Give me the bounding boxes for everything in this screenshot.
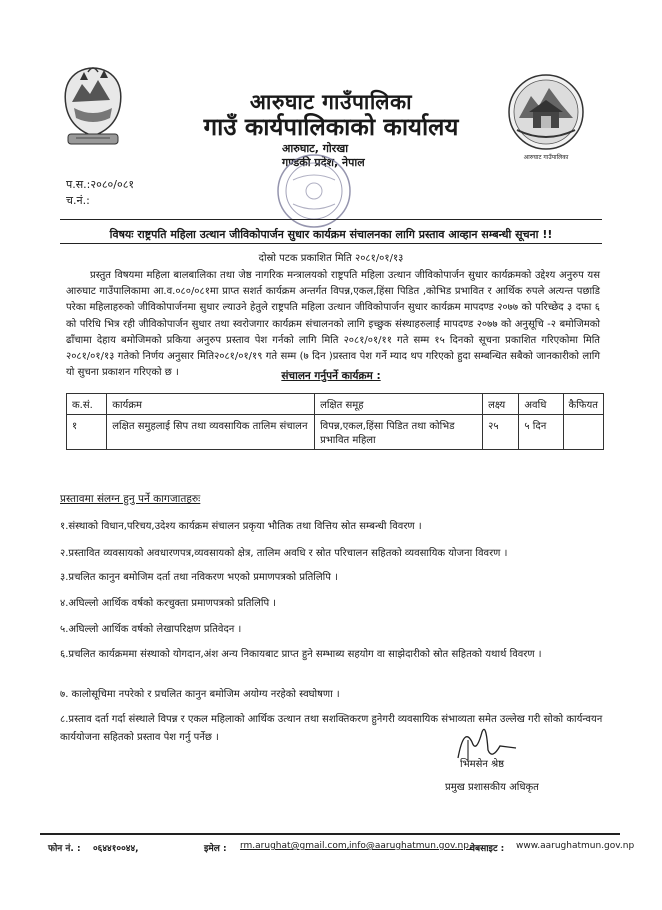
documents-title: प्रस्तावमा संलग्न हुनु पर्ने कागजातहरुः [60,493,201,505]
column-header: अवधि [519,394,563,415]
list-item: ३.प्रचलित कानुन बमोजिम दर्ता तथा नविकरण भएको प्रमाणपत्रको प्रतिलिपि । [60,572,338,583]
list-item: ६.प्रचलित कार्यक्रममा संस्थाको योगदान,अंश अन्य निकायबाट प्राप्त हुने सम्भाब्य सहयोग वा साझेदारीको स्रोत सहितको यथार्थ विवरण । [60,649,542,660]
column-header: क.सं. [67,394,107,415]
notice-subject: विषयः राष्ट्रपति महिला उत्थान जीविकोपार्जन सुधार कार्यक्रम संचालनका लागि प्रस्ताव आव्हान सम्बन्धी सूचना !! [109,228,553,241]
column-header: कार्यक्रम [107,394,315,415]
list-item: ४.अघिल्लो आर्थिक वर्षको करचुक्ता प्रमाणपत्रको प्रतिलिपि । [60,598,277,609]
office-subtitle: गाउँ कार्यपालिकाको कार्यालय [203,113,459,141]
table-cell: २५ [483,415,519,450]
website-label: वेबसाइट : [470,844,505,854]
table-header-row [67,394,604,415]
notice-body: प्रस्तुत विषयमा महिला बालबालिका तथा जेष्ठ नागरिक मन्त्रालयको राष्ट्रपति महिला उत्थान जीविकोपार्जन सुधार कार्यक्रमको उद्देश्य अनुरुप यस आरुघाट गाउँपालिकामा आ.व.०८०/०८१मा प्राप्त सशर्त कार्यक्रम अन्तर्गत विपन्न,एकल,हिंसा पिडित ,कोभिड प्रभावित र आर्थिक रुपले अत्यन्त पछाडि परेका महिलाहरुको जीविकोपार्जनमा सुधार ल्याउने हेतुले राष्ट्रपति महिला उत्थान जीविकोपार्जन सुधार कार्यक्रम मापदण्ड २०७७ को परिच्छेद ३ दफा ६ को परिधि भित्र रही जीविकोपार्जन सुधार तथा स्वरोजगार कार्यक्रम संचालनको लागि इच्छुक संस्थाहरुलाई मापदण्ड २०७७ को अनुसूचि -२ बमोजिमको ढाँचामा देहाय बमोजिमको प्रकिया अनुरुप प्रस्ताव पेश गर्नको लागि मिति २०८१/०१/११ गते सम्म १५ दिनको सूचना प्रकाशित गरिएकोमा मिति २०८१/०१/१३ गतेको निर्णय अनुसार मिति२०८१/०१/१९ गते सम्म (७ दिन )प्रस्ताव पेश गर्ने म्याद थप गरिएको हुदा सम्बन्धित सबैको जानकारीको लागि यो सुचना प्रकाशन गरिएको छ । [66,270,600,379]
office-name: आरुघाट गाउँपालिका [249,90,413,114]
phone-number: ०६४४१००४४, [93,844,139,854]
table-row [67,415,604,450]
table-cell: ५ दिन [519,415,563,450]
column-header: कैफियत [563,394,603,415]
list-item: २.प्रस्तावित व्यवसायको अवधारणपत्र,व्यवसायको क्षेत्र, तालिम अवधि र स्रोत परिचालन सहितको व्यवसायिक योजना विवरण । [60,548,508,559]
column-header: लक्ष्य [483,394,519,415]
logo-caption: आरुघाट गाउँपालिका [523,154,569,161]
reissue-date: दोस्रो पटक प्रकाशित मिति २०८१/०१/१३ [258,253,404,264]
programs-table [66,393,604,450]
address-line-2: गण्डकी प्रदेश, नेपाल [282,156,365,169]
signatory-name: भिमसेन श्रेष्ठ [460,759,505,770]
list-item: १.संस्थाको विधान,परिचय,उदेश्य कार्यक्रम संचालन प्रकृया भौतिक तथा वित्तिय स्रोत सम्बन्धी विवरण । [60,521,422,532]
list-item: ८.प्रस्ताव दर्ता गर्दा संस्थाले विपन्न र एकल महिलाको आर्थिक उत्थान तथा सशक्तिकरण हुनेगरी व्यवसायिक संभाव्यता समेत उल्लेख गरी सोको कार्यन्वयन कार्ययोजना सहितको प्रस्ताव पेश गर्नु पर्नेछ । [60,714,603,743]
website-link[interactable]: www.aarughatmun.gov.np [516,841,635,851]
email-link-2[interactable]: info@aarughatmun.gov.np, [349,841,472,851]
list-item: ५.अघिल्लो आर्थिक वर्षको लेखापरिक्षण प्रतिवेदन । [60,624,242,635]
column-header: लक्षित समूह [315,394,483,415]
table-cell: १ [67,415,107,450]
email-link-1[interactable]: rm.arughat@gmail.com, [240,841,350,851]
municipality-logo-icon [505,72,587,162]
footer-divider [40,833,620,835]
signature-icon [438,720,578,766]
programs-title: संचालन गर्नुपर्ने कार्यक्रम : [281,370,381,382]
dispatch-number: च.नं.: [66,194,90,207]
divider [60,219,602,220]
signatory-title: प्रमुख प्रशासकीय अधिकृत [445,782,539,793]
list-item: ७. कालोसूचिमा नपरेको र प्रचलित कानुन बमोजिम अयोग्य नरहेको स्वघोषणा । [60,689,340,700]
reference-number: प.स.:२०८०/०८१ [66,178,135,191]
address-line-1: आरुघाट, गोरखा [282,142,349,155]
table-cell [563,415,603,450]
phone-label: फोन नं. : [48,844,81,854]
table-cell: विपन्न,एकल,हिंसा पिडित तथा कोभिड प्रभावित महिला [315,415,483,450]
email-label: इमेल : [204,844,227,854]
table-cell: लक्षित समुहलाई सिप तथा व्यवसायिक तालिम संचालन [107,415,315,450]
divider [60,243,602,244]
